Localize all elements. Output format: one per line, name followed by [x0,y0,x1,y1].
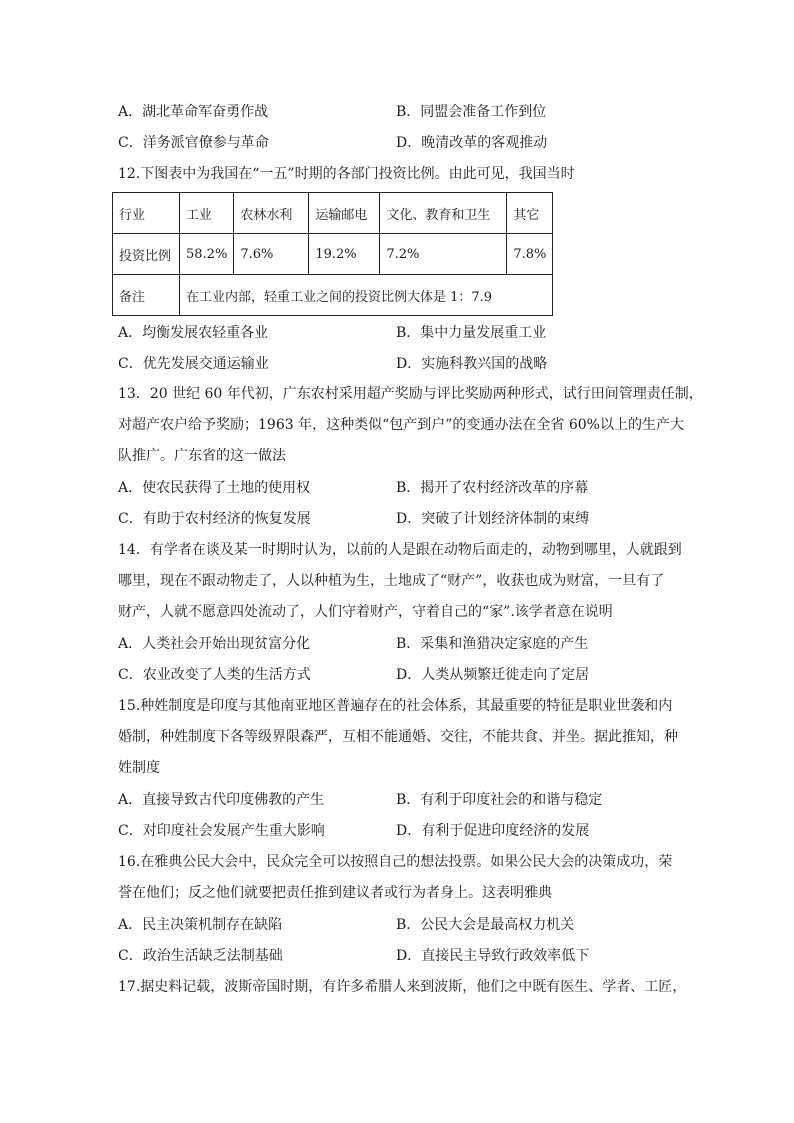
q13-options-row-2 [118,508,688,530]
q15-stem-line: 婚制，种姓制度下各等级界限森严，互相不能通婚、交往，不能共食、并坐。据此推知，种 [118,729,678,745]
q16-options-row-2 [118,945,688,967]
q11-option-a[interactable]: A．湖北革命军奋勇作战 [118,104,269,120]
q14-options-row-2 [118,664,688,686]
q15-option-a[interactable]: A．直接导致古代印度佛教的产生 [118,792,325,808]
q13-stem-line: 13．20 世纪 60 年代初，广东农村采用超产奖励与评比奖励两种形式，试行田间管理责任制， [118,386,703,402]
q11-options-row-1 [118,101,688,123]
q15-option-c[interactable]: C．对印度社会发展产生重大影响 [118,823,325,839]
q15-option-b[interactable]: B．有利于印度社会的和谐与稳定 [396,792,603,808]
table-row [113,234,553,275]
q14-stem-line: 哪里，现在不跟动物走了，人以种植为生，土地成了“财产”，收获也成为财富，一旦有了 [118,573,665,589]
table-cell: 工业 [180,193,234,234]
q16-option-b[interactable]: B．公民大会是最高权力机关 [396,917,575,933]
q12-options-row-2 [118,353,688,375]
q15-options-row-2 [118,820,688,842]
q13-option-c[interactable]: C．有助于农村经济的恢复发展 [118,511,311,527]
table-cell: 运输邮电 [309,193,380,234]
q12-stem: 12.下图表中为我国在“一五”时期的各部门投资比例。由此可见，我国当时 [118,166,575,182]
table-cell: 行业 [113,193,180,234]
q12-option-b[interactable]: B．集中力量发展重工业 [396,325,547,341]
q14-stem-line: 财产，人就不愿意四处流动了，人们守着财产，守着自己的“家”.该学者意在说明 [118,604,613,620]
table-note-row [113,275,553,316]
q14-stem-line: 14．有学者在谈及某一时期时认为，以前的人是跟在动物后面走的，动物到哪里，人就跟到 [118,542,682,558]
q17-stem-line: 17.据史料记载，波斯帝国时期，有许多希腊人来到波斯，他们之中既有医生、学者、工匠， [118,979,687,995]
q13-stem-line: 队推广。广东省的这一做法 [118,448,286,464]
q16-option-c[interactable]: C．政治生活缺乏法制基础 [118,948,283,964]
q13-stem-line: 对超产农户给予奖励；1963 年，这种类似“包产到户”的变通办法在全省 60%以上的生产大 [118,417,684,433]
q11-option-b[interactable]: B．同盟会准备工作到位 [396,104,547,120]
q11-option-d[interactable]: D．晚清改革的客观推动 [396,135,548,151]
q16-options-row-1 [118,914,688,936]
q15-options-row-1 [118,789,688,811]
q14-option-c[interactable]: C．农业改变了人类的生活方式 [118,667,311,683]
q14-option-a[interactable]: A．人类社会开始出现贫富分化 [118,636,311,652]
q11-option-c[interactable]: C．洋务派官僚参与革命 [118,135,269,151]
table-cell: 7.2% [380,234,507,275]
table-cell: 19.2% [309,234,380,275]
q13-options-row-1 [118,477,688,499]
q16-stem-line: 誉在他们；反之他们就要把责任推到建议者或行为者身上。这表明雅典 [118,885,552,901]
q16-stem-line: 16.在雅典公民大会中，民众完全可以按照自己的想法投票。如果公民大会的决策成功，荣 [118,854,673,870]
table-header-row [113,193,553,234]
q16-option-a[interactable]: A．民主决策机制存在缺陷 [118,917,283,933]
table-cell: 投资比例 [113,234,180,275]
q11-options-row-2 [118,132,688,154]
table-note-text: 在工业内部，轻重工业之间的投资比例大体是 1：7.9 [180,275,553,316]
q13-option-b[interactable]: B．揭开了农村经济改革的序幕 [396,480,589,496]
q12-options-row-1 [118,322,688,344]
q15-option-d[interactable]: D．有利于促进印度经济的发展 [396,823,590,839]
q12-option-d[interactable]: D．实施科教兴国的战略 [396,356,548,372]
table-cell: 58.2% [180,234,234,275]
q15-stem-line: 姓制度 [118,760,160,776]
q13-option-a[interactable]: A．使农民获得了土地的使用权 [118,480,311,496]
q15-stem-line: 15.种姓制度是印度与其他南亚地区普遍存在的社会体系，其最重要的特征是职业世袭和内 [118,698,673,714]
q16-option-d[interactable]: D．直接民主导致行政效率低下 [396,948,590,964]
table-cell: 文化、教育和卫生 [380,193,507,234]
q14-option-b[interactable]: B．采集和渔猎决定家庭的产生 [396,636,589,652]
investment-table [112,192,553,316]
table-cell: 农林水利 [234,193,309,234]
table-note-label: 备注 [113,275,180,316]
q12-option-a[interactable]: A．均衡发展农轻重各业 [118,325,269,341]
q13-option-d[interactable]: D．突破了计划经济体制的束缚 [396,511,590,527]
q14-options-row-1 [118,633,688,655]
table-cell: 7.6% [234,234,309,275]
q14-option-d[interactable]: D．人类从频繁迁徙走向了定居 [396,667,590,683]
table-cell: 其它 [507,193,553,234]
q12-option-c[interactable]: C．优先发展交通运输业 [118,356,269,372]
table-cell: 7.8% [507,234,553,275]
